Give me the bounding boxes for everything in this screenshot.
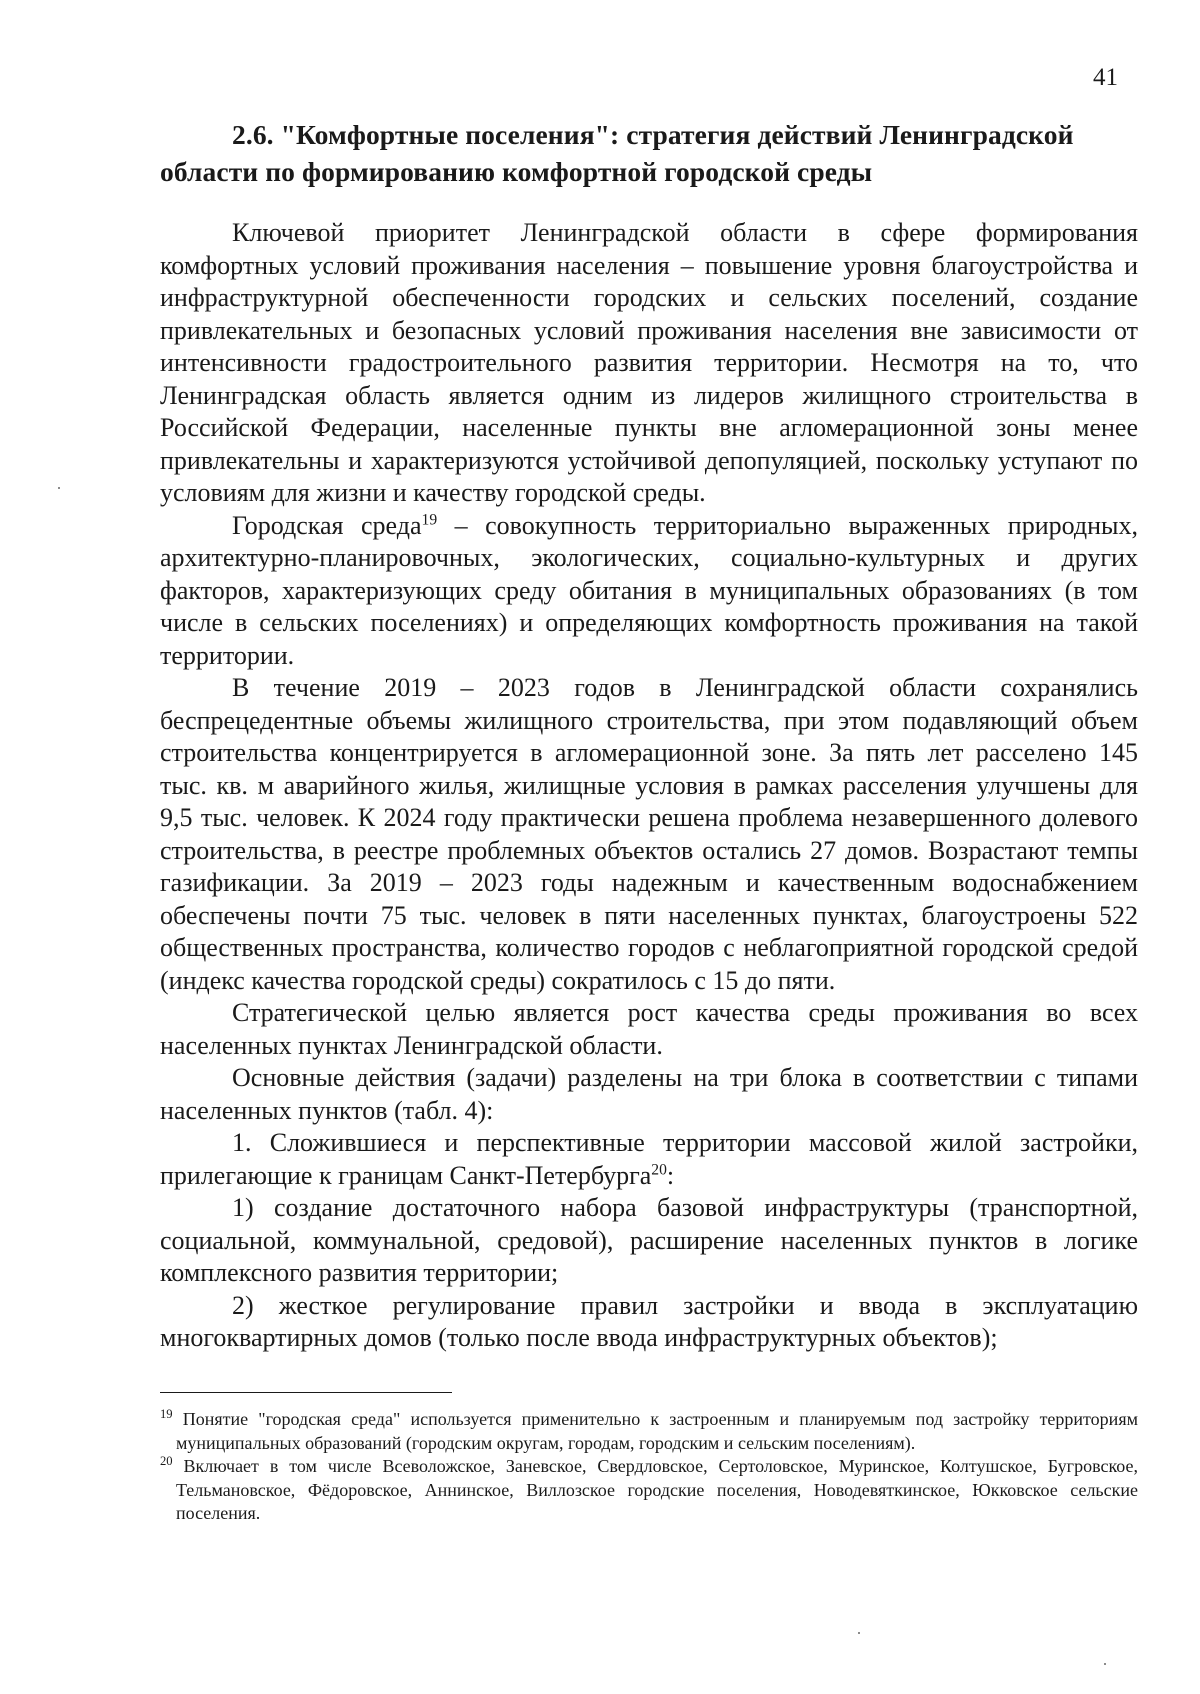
paragraph bbox=[160, 1127, 1138, 1192]
paragraph-text: : bbox=[666, 1160, 675, 1190]
section-heading: 2.6. "Комфортные поселения": стратегия действий Ленинградской области по формированию комфортной городской среды bbox=[160, 119, 1074, 187]
paragraph: В течение 2019 – 2023 годов в Ленинградской области сохранялись беспрецедентные объемы жилищного строительства, при этом подавляющий объем строительства концентрируется в агломерационной зоне. За пять лет расселено 145 тыс. кв. м аварийного жилья, жилищные условия в рамках расселения улучшены для 9,5 тыс. человек. К 2024 году практически решена проблема незавершенного долевого строительства, в реестре проблемных объектов остались 27 домов. Возрастают темпы газификации. За 2019 – 2023 годы надежным и качественным водоснабжением обеспечены почти 75 тыс. человек в пяти населенных пунктах, благоустроены 522 общественных пространства, количество городов с неблагоприятной городской средой (индекс качества городской среды) сократилось с 15 до пяти. bbox=[160, 673, 1138, 995]
footnote-text: Включает в том числе Всеволожское, Заневское, Свердловское, Сертоловское, Муринское, Колтушское, Бугровское, Тельмановское, Фёдоровское, Аннинское, Виллозское городские поселения, Новодевяткинское, Юкковское сельские поселения. bbox=[172, 1456, 1138, 1523]
paragraph-text: 1. Сложившиеся и перспективные территории массовой жилой застройки, прилегающие к границам Санкт-Петербурга bbox=[160, 1128, 1138, 1190]
paragraph: 1) создание достаточного набора базовой инфраструктуры (транспортной, социальной, коммунальной, средовой), расширение населенных пунктов в логике комплексного развития территории; bbox=[160, 1193, 1138, 1287]
footnote-text: Понятие "городская среда" используется применительно к застроенным и планируемым под застройку территориям муниципальных образований (городским округам, городам, городским и сельским поселениям). bbox=[172, 1409, 1138, 1453]
paragraph-text: – совокупность территориально выраженных природных, архитектурно-планировочных, экологических, социально-культурных и других факторов, характеризующих среду обитания в муниципальных образованиях (в том числе в сельских поселениях) и определяющих комфортность проживания на такой территории. bbox=[160, 510, 1138, 670]
scan-speck bbox=[858, 1632, 860, 1634]
footnote bbox=[160, 1408, 1138, 1455]
scan-speck bbox=[1104, 1663, 1106, 1665]
footnote-ref: 20 bbox=[651, 1160, 667, 1178]
footnote-number: 19 bbox=[160, 1407, 173, 1421]
footnote-number: 20 bbox=[160, 1454, 173, 1468]
paragraph: 2) жесткое регулирование правил застройки и ввода в эксплуатацию многоквартирных домов (только после ввода инфраструктурных объектов); bbox=[160, 1290, 1138, 1352]
footnote-separator bbox=[160, 1392, 452, 1393]
paragraph: Стратегической целью является рост качества среды проживания во всех населенных пунктах Ленинградской области. bbox=[160, 998, 1138, 1060]
paragraph: Ключевой приоритет Ленинградской области в сфере формирования комфортных условий проживания населения – повышение уровня благоустройства и инфраструктурной обеспеченности городских и сельских поселений, создание привлекательных и безопасных условий проживания населения вне зависимости от интенсивности градостроительного развития территории. Несмотря на то, что Ленинградская область является одним из лидеров жилищного строительства в Российской Федерации, населенные пункты вне агломерационной зоны менее привлекательны и характеризуются устойчивой депопуляцией, поскольку уступают по условиям для жизни и качеству городской среды. bbox=[160, 218, 1138, 507]
footnotes bbox=[160, 1408, 1138, 1526]
page-number: 41 bbox=[1093, 64, 1118, 91]
paragraph-text: Городская среда bbox=[232, 510, 422, 540]
paragraph: Основные действия (задачи) разделены на три блока в соответствии с типами населенных пунктов (табл. 4): bbox=[160, 1063, 1138, 1125]
paragraph bbox=[160, 510, 1138, 673]
body-text bbox=[160, 217, 1138, 1355]
scan-speck bbox=[58, 487, 60, 489]
footnote bbox=[160, 1455, 1138, 1526]
footnote-ref: 19 bbox=[421, 510, 438, 528]
